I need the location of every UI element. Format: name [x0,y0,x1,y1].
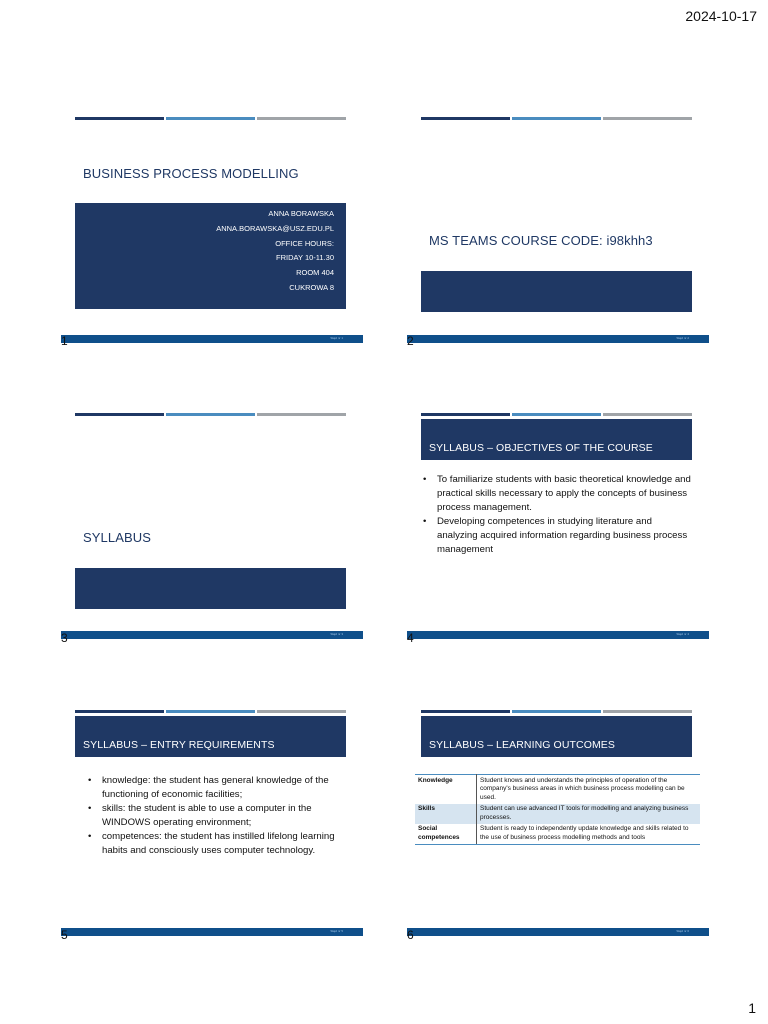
slide-2 [407,117,709,343]
slide-title-bar [75,716,346,757]
requirements-list [86,774,348,858]
slide-top-bars [421,117,692,120]
slide-footer: Slajd nr 1 [61,335,363,343]
office-hours-label: OFFICE HOURS: [275,238,334,248]
table-row [415,824,700,845]
table-cell-key: Social competences [415,824,477,845]
slide-number: 4 [407,631,414,645]
objectives-list [421,473,691,557]
office-hours-time: FRIDAY 10-11.30 [276,253,334,263]
slide-footer: Slajd nr 2 [407,335,709,343]
slide-title-bar [421,419,692,460]
author-email: ANNA.BORAWSKA@USZ.EDU.PL [216,223,334,233]
slide-5 [61,710,363,936]
table-row [415,804,700,824]
list-item: • competences: the student has instilled lifelong learning habits and consciously uses computer technology. [86,830,348,858]
slide-footer: Slajd nr 6 [407,928,709,936]
slide-number: 1 [61,334,68,348]
slide-title: BUSINESS PROCESS MODELLING [83,166,299,181]
learning-outcomes-table [415,774,700,845]
address: CUKROWA 8 [289,282,334,292]
slide-top-bars [75,117,346,120]
slide-footer: Slajd nr 5 [61,928,363,936]
title-accent-box [75,568,346,609]
slide-title-bar [421,716,692,757]
slide-title: SYLLABUS – ENTRY REQUIREMENTS [83,739,275,751]
author-info-box [75,203,346,309]
slide-title: MS TEAMS COURSE CODE: i98khh3 [429,233,653,248]
table-cell-value: Student knows and understands the principles of operation of the company's business areas in which business process modelling can be used. [477,775,701,804]
slide-top-bars [75,413,346,416]
author-name: ANNA BORAWSKA [268,209,334,218]
slide-number: 3 [61,631,68,645]
print-date: 2024-10-17 [685,8,757,24]
table-cell-value: Student is ready to independently update knowledge and skills related to the use of business process modelling methods and tools [477,824,701,845]
table-cell-value: Student can use advanced IT tools for modelling and analyzing business processes. [477,804,701,824]
slide-number: 2 [407,334,414,348]
slide-3 [61,413,363,639]
list-item: • knowledge: the student has general knowledge of the functioning of economic facilities; [86,774,348,802]
slide-1 [61,117,363,343]
slide-title: SYLLABUS – LEARNING OUTCOMES [429,739,616,751]
table-cell-key: Knowledge [415,775,477,804]
table-cell-key: Skills [415,804,477,824]
slide-number: 5 [61,928,68,942]
list-item: • Developing competences in studying literature and analyzing acquired information regarding business process management [421,515,691,557]
slide-top-bars [75,710,346,713]
title-accent-box [421,271,692,312]
slide-title: SYLLABUS [83,530,152,545]
table-row [415,775,700,804]
slide-4 [407,413,709,639]
slide-number: 6 [407,928,414,942]
list-item: • skills: the student is able to use a computer in the WINDOWS operating environment; [86,802,348,830]
slide-top-bars [421,710,692,713]
page-number: 1 [748,1000,756,1016]
slide-6 [407,710,709,936]
slide-footer: Slajd nr 3 [61,631,363,639]
slide-top-bars [421,413,692,416]
list-item: • To familiarize students with basic theoretical knowledge and practical skills necessary to apply the concepts of business process management. [421,473,691,515]
room: ROOM 404 [296,268,334,278]
slide-footer: Slajd nr 4 [407,631,709,639]
slide-title: SYLLABUS – OBJECTIVES OF THE COURSE [429,442,653,454]
